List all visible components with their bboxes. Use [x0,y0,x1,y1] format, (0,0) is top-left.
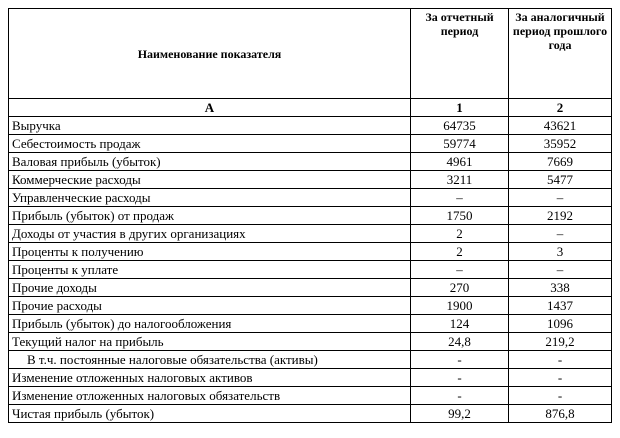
row-current-value: – [411,261,509,279]
row-indicator-name: В т.ч. постоянные налоговые обязательства (активы) [9,351,411,369]
row-indicator-name: Прочие расходы [9,297,411,315]
row-previous-value: 2192 [509,207,612,225]
row-indicator-name: Изменение отложенных налоговых активов [9,369,411,387]
table-row [9,369,612,387]
row-indicator-name: Прочие доходы [9,279,411,297]
row-current-value: - [411,387,509,405]
table-row [9,189,612,207]
row-previous-value: 1437 [509,297,612,315]
row-previous-value: - [509,387,612,405]
table-row [9,207,612,225]
row-previous-value: – [509,261,612,279]
table-row [9,387,612,405]
row-indicator-name: Прибыль (убыток) до налогообложения [9,315,411,333]
table-row [9,333,612,351]
row-current-value: 124 [411,315,509,333]
row-indicator-name: Прибыль (убыток) от продаж [9,207,411,225]
row-indicator-name: Чистая прибыль (убыток) [9,405,411,423]
row-indicator-name: Коммерческие расходы [9,171,411,189]
row-current-value: 1750 [411,207,509,225]
header-indicator-name: Наименование показателя [9,9,411,99]
row-indicator-name: Валовая прибыль (убыток) [9,153,411,171]
numbering-name: А [9,99,411,117]
numbering-previous: 2 [509,99,612,117]
row-current-value: 24,8 [411,333,509,351]
row-indicator-name: Текущий налог на прибыль [9,333,411,351]
row-current-value: – [411,189,509,207]
row-current-value: 1900 [411,297,509,315]
row-previous-value: 35952 [509,135,612,153]
row-indicator-name: Доходы от участия в других организациях [9,225,411,243]
financial-results-table [8,8,612,423]
row-indicator-name: Выручка [9,117,411,135]
table-row [9,225,612,243]
table-row [9,135,612,153]
row-indicator-name: Управленческие расходы [9,189,411,207]
row-previous-value: 876,8 [509,405,612,423]
row-current-value: 3211 [411,171,509,189]
row-previous-value: - [509,369,612,387]
row-indicator-name: Проценты к получению [9,243,411,261]
row-current-value: 4961 [411,153,509,171]
row-previous-value: 5477 [509,171,612,189]
table-row [9,153,612,171]
row-indicator-name: Изменение отложенных налоговых обязательств [9,387,411,405]
header-previous-period: За аналогичный период прошлого года [509,9,612,99]
table-row [9,261,612,279]
table-body [9,99,612,423]
header-current-period: За отчетный период [411,9,509,99]
row-previous-value: 7669 [509,153,612,171]
row-previous-value: 338 [509,279,612,297]
table-row [9,279,612,297]
row-current-value: 64735 [411,117,509,135]
row-previous-value: – [509,189,612,207]
row-current-value: - [411,369,509,387]
row-current-value: 59774 [411,135,509,153]
row-current-value: 2 [411,225,509,243]
row-current-value: 2 [411,243,509,261]
row-current-value: - [411,351,509,369]
row-previous-value: – [509,225,612,243]
row-indicator-name: Проценты к уплате [9,261,411,279]
row-previous-value: 1096 [509,315,612,333]
row-indicator-name: Себестоимость продаж [9,135,411,153]
table-header-row [9,9,612,99]
table-row [9,297,612,315]
table-row [9,243,612,261]
table-row [9,171,612,189]
numbering-current: 1 [411,99,509,117]
row-previous-value: - [509,351,612,369]
report-table-container [8,8,612,423]
table-row [9,351,612,369]
row-current-value: 270 [411,279,509,297]
row-previous-value: 3 [509,243,612,261]
row-previous-value: 219,2 [509,333,612,351]
table-row [9,405,612,423]
row-previous-value: 43621 [509,117,612,135]
table-row [9,315,612,333]
table-row [9,117,612,135]
column-numbering-row [9,99,612,117]
row-current-value: 99,2 [411,405,509,423]
